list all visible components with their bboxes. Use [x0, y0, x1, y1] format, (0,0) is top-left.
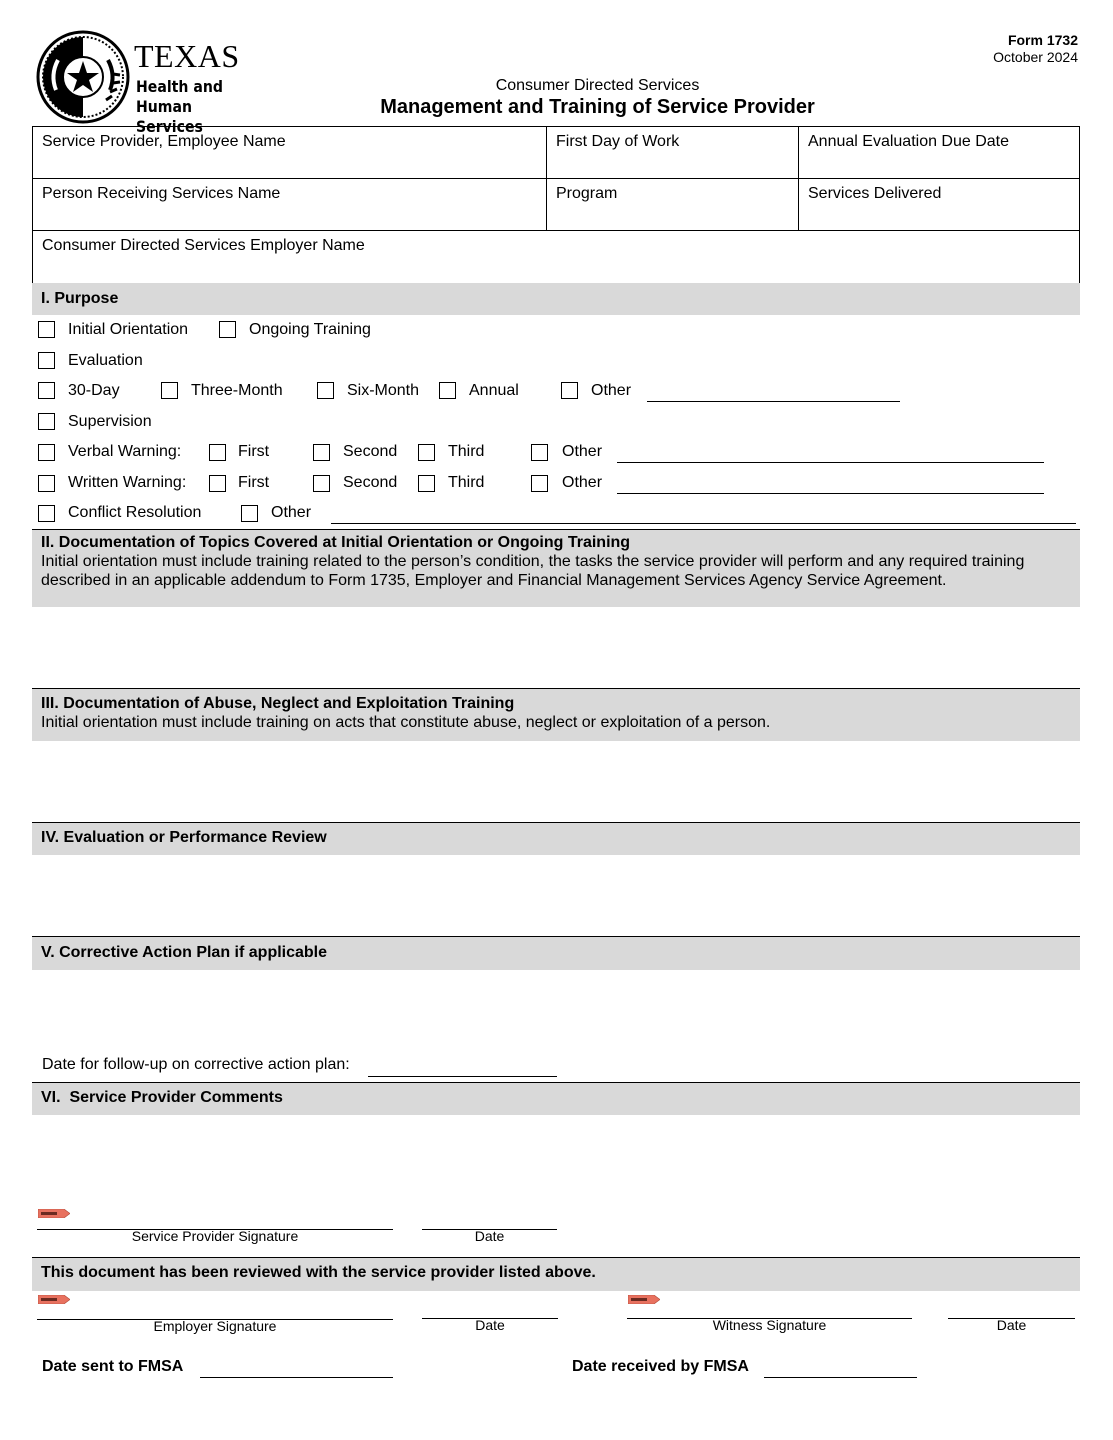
verbal-second-checkbox[interactable] — [313, 444, 330, 461]
evaluation-other-checkbox[interactable] — [561, 382, 578, 399]
supervision-checkbox[interactable] — [38, 413, 55, 430]
verbal-other-label: Other — [562, 443, 603, 460]
cds-employer-name-field[interactable]: Consumer Directed Services Employer Name — [42, 237, 365, 254]
date-sent-fmsa-label: Date sent to FMSA — [42, 1358, 184, 1375]
written-first-label: First — [238, 474, 270, 491]
service-provider-name-field[interactable]: Service Provider, Employee Name — [33, 127, 547, 178]
written-first-checkbox[interactable] — [209, 475, 226, 492]
employer-signature-label: Employer Signature — [153, 1318, 277, 1334]
program-field[interactable]: Program — [547, 179, 799, 230]
comments-input-area[interactable] — [32, 1115, 1080, 1205]
verbal-other-input[interactable] — [617, 462, 1044, 463]
evaluation-checkbox[interactable] — [38, 352, 55, 369]
verbal-third-label: Third — [448, 443, 485, 460]
evaluation-other-label: Other — [591, 382, 632, 399]
form-title: Management and Training of Service Provider — [380, 96, 815, 118]
service-provider-date-label: Date — [474, 1228, 505, 1244]
verbal-warning-label: Verbal Warning: — [68, 443, 182, 460]
section-ane-header: III. Documentation of Abuse, Neglect and Exploitation Training Initial orientation must include training on acts that constitute abuse, neglect or exploitation of a person. — [32, 689, 1080, 741]
form-number: Form 1732 — [1007, 32, 1078, 48]
employer-date-label: Date — [475, 1317, 505, 1333]
written-third-checkbox[interactable] — [418, 475, 435, 492]
corrective-input-area[interactable] — [32, 970, 1080, 1045]
section-purpose-header: I. Purpose — [32, 283, 1080, 315]
review-header: This document has been reviewed with the service provider listed above. — [32, 1258, 1080, 1291]
written-second-label: Second — [343, 474, 398, 491]
verbal-second-label: Second — [343, 443, 398, 460]
annual-checkbox[interactable] — [439, 382, 456, 399]
witness-date-label: Date — [996, 1317, 1027, 1333]
initial-orientation-checkbox[interactable] — [38, 321, 55, 338]
sign-here-flag-icon[interactable] — [38, 1295, 70, 1304]
section-comments-header: VI. Service Provider Comments — [32, 1083, 1080, 1115]
verbal-first-label: First — [238, 443, 270, 460]
followup-date-input[interactable] — [368, 1076, 557, 1077]
date-sent-fmsa-input[interactable] — [200, 1377, 393, 1378]
conflict-resolution-checkbox[interactable] — [38, 505, 55, 522]
purpose-other-label: Other — [271, 504, 312, 521]
supervision-label: Supervision — [68, 413, 152, 430]
evaluation-input-area[interactable] — [32, 855, 1080, 936]
thirty-day-checkbox[interactable] — [38, 382, 55, 399]
section-topics-header: II. Documentation of Topics Covered at Initial Orientation or Ongoing Training Initial orientation must include training related to the person’s condition, the tasks the service provider will perform and any required training described in an applicable addendum to Form 1735, Employer and Financial Management Services Agency Service Agreement. — [32, 530, 1080, 607]
written-warning-label: Written Warning: — [68, 474, 187, 491]
person-receiving-services-field[interactable]: Person Receiving Services Name — [33, 179, 547, 230]
three-month-label: Three-Month — [191, 382, 283, 399]
annual-label: Annual — [469, 382, 519, 399]
conflict-resolution-label: Conflict Resolution — [68, 504, 202, 521]
followup-date-label: Date for follow-up on corrective action plan: — [42, 1056, 350, 1073]
verbal-warning-checkbox[interactable] — [38, 444, 55, 461]
purpose-other-input[interactable] — [331, 523, 1076, 524]
logo-hhs-text: Health and Human Services — [136, 77, 223, 136]
ane-input-area[interactable] — [32, 741, 1080, 822]
initial-orientation-label: Initial Orientation — [68, 321, 189, 338]
written-other-input[interactable] — [617, 493, 1044, 494]
date-received-fmsa-label: Date received by FMSA — [572, 1358, 749, 1375]
service-provider-signature-label: Service Provider Signature — [131, 1228, 299, 1244]
ongoing-training-label: Ongoing Training — [249, 321, 371, 338]
evaluation-other-input[interactable] — [647, 401, 900, 402]
written-other-checkbox[interactable] — [531, 475, 548, 492]
purpose-other-checkbox[interactable] — [241, 505, 258, 522]
texas-seal-icon — [36, 30, 130, 124]
verbal-first-checkbox[interactable] — [209, 444, 226, 461]
written-third-label: Third — [448, 474, 485, 491]
date-received-fmsa-input[interactable] — [764, 1377, 917, 1378]
verbal-other-checkbox[interactable] — [531, 444, 548, 461]
written-second-checkbox[interactable] — [313, 475, 330, 492]
logo-texas-text: TEXAS — [134, 38, 240, 74]
written-other-label: Other — [562, 474, 603, 491]
witness-signature-label: Witness Signature — [712, 1317, 827, 1333]
six-month-checkbox[interactable] — [317, 382, 334, 399]
section-evaluation-header: IV. Evaluation or Performance Review — [32, 823, 1080, 855]
first-day-of-work-field[interactable]: First Day of Work — [547, 127, 799, 178]
texas-hhs-logo — [36, 30, 296, 136]
ongoing-training-checkbox[interactable] — [219, 321, 236, 338]
verbal-third-checkbox[interactable] — [418, 444, 435, 461]
sign-here-flag-icon[interactable] — [628, 1295, 660, 1304]
annual-evaluation-due-field[interactable]: Annual Evaluation Due Date — [808, 133, 1010, 150]
topics-input-area[interactable] — [32, 607, 1080, 688]
written-warning-checkbox[interactable] — [38, 475, 55, 492]
three-month-checkbox[interactable] — [161, 382, 178, 399]
form-date: October 2024 — [993, 49, 1078, 65]
six-month-label: Six-Month — [347, 382, 420, 399]
section-corrective-header: V. Corrective Action Plan if applicable — [32, 937, 1080, 970]
info-grid — [32, 126, 1080, 284]
sign-here-flag-icon[interactable] — [38, 1209, 70, 1218]
form-subtitle: Consumer Directed Services — [495, 77, 700, 94]
thirty-day-label: 30-Day — [68, 382, 120, 399]
evaluation-label: Evaluation — [68, 352, 143, 369]
services-delivered-field[interactable]: Services Delivered — [808, 185, 942, 202]
